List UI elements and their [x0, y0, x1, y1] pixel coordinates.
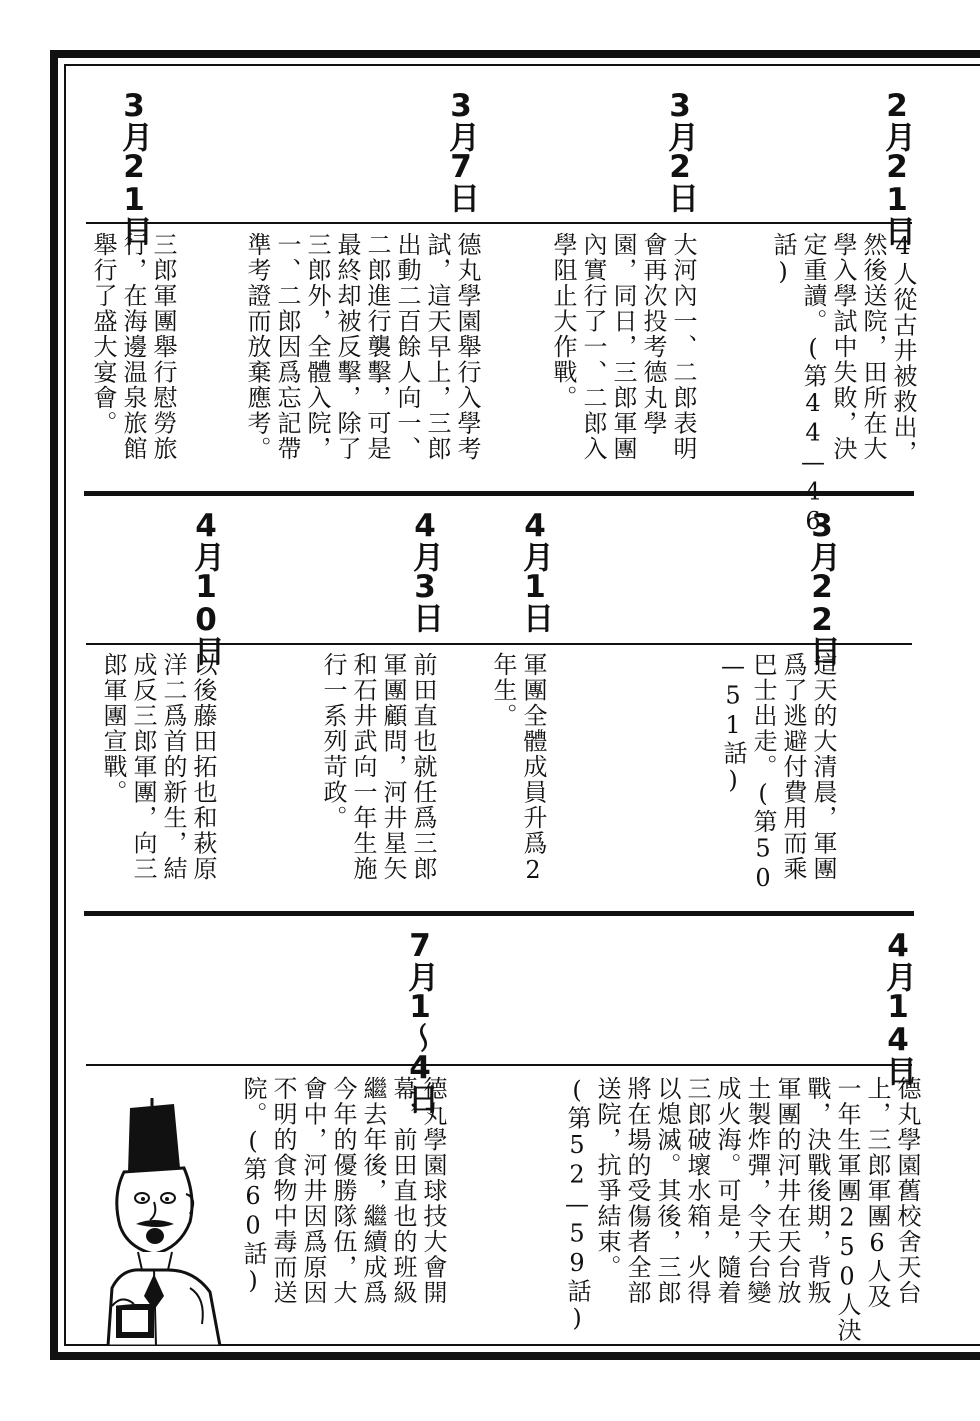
section-divider-2	[84, 911, 914, 916]
entry-text: 三郎軍團舉行慰勞旅 行，在海邊温泉旅館 舉行了盛大宴會。	[89, 232, 177, 462]
entry-date: 3月22日	[804, 508, 840, 663]
entry-text: 大河內一、二郎表明 會再次投考德丸學 園，同日，三郎軍團 內實行了一、二郎入 學阻止大作戰。	[549, 232, 697, 462]
entry-date: 3月2日	[662, 88, 698, 210]
entry-date: 4月10日	[188, 508, 224, 663]
entry-date: 3月21日	[116, 88, 152, 243]
entry-text: 4人從古井被救出， 然後送院，田所在大 學入學試中失敗，決 定重讀。(第44—46 話)	[769, 232, 917, 537]
entry-text: 德丸學園舊校舍天台 上，三郎軍團6人及 一年生軍團250人決 戰，決戰後期，背叛 軍團的河井在天台放 土製炸彈，令天台變 成火海。可是，隨着 三郎破壞水箱，火得 以熄滅。其後，三郎 將在場的受傷者全部 送院，抗爭結束。 (第52—59話)	[563, 1076, 921, 1343]
entry-text: 德丸學園球技大會開 幕，前田直也的班級 繼去年後，繼續成爲 今年的優勝隊伍，大 會中，河井因爲原因 不明的食物中毒而送 院。(第60話)	[239, 1076, 447, 1306]
entry-date: 4月3日	[407, 508, 443, 630]
entry-text: 以後藤田拓也和萩原 洋二爲首的新生，結 成反三郎軍團，向三 郎軍團宣戰。	[99, 652, 217, 882]
entry-text: 這天的大清晨，軍團 爲了逃避付費用而乘 巴士出走。(第50 —51話)	[719, 652, 837, 894]
entry-date: 4月1日	[517, 508, 553, 630]
entry-date: 7月1～4日	[402, 928, 438, 1111]
entry-date: 3月7日	[443, 88, 479, 210]
row-1-divider	[86, 222, 912, 224]
entry-text: 德丸學園舉行入學考 試，這天早上，三郎 出動二百餘人向一、 二郎進行襲擊，可是 最終却被反擊，除了 三郎外，全體入院， 一、二郎因爲忘記帶 準考證而放棄應考。	[243, 232, 481, 462]
entry-date: 2月21日	[879, 88, 915, 243]
cartoon-character-illustration	[98, 1098, 236, 1346]
entry-date: 4月14日	[880, 928, 916, 1083]
entry-text: 前田直也就任爲三郎 軍團顧問，河井星矢 和石井武向一年生施 行一系列苛政。	[319, 652, 437, 882]
row-3-divider	[86, 1064, 912, 1066]
entry-text: 軍團全體成員升爲2 年生。	[489, 652, 547, 886]
